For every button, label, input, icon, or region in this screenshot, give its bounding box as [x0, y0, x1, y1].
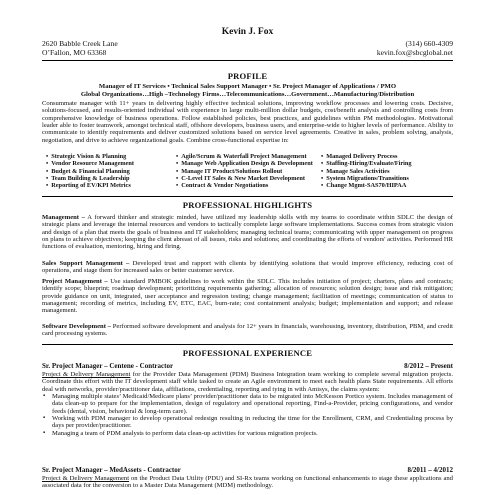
- highlights-title: PROFESSIONAL HIGHLIGHTS: [182, 200, 313, 210]
- highlight-software: [42, 323, 453, 338]
- phone-number: (314) 660-4309: [405, 39, 453, 48]
- address-line-2: O’Fallon, MO 63368: [42, 48, 107, 57]
- email-address[interactable]: kevin.fox@sbcglobal.net: [376, 48, 453, 57]
- highlight-sales-text: Developed trust and rapport with clients by identifying solutions that would improve efficiency, reducing cost of operations, and stage them for increased sales or better customer service.: [42, 260, 454, 275]
- skill-item: • Managed Delivery Process: [321, 153, 412, 160]
- skill-item: • Manage Web Application Design & Development: [176, 160, 313, 167]
- highlight-management: [42, 214, 453, 251]
- job-1-description: [42, 371, 453, 437]
- job-2-description: [42, 475, 453, 490]
- candidate-name: Kevin J. Fox: [221, 27, 274, 37]
- skills-column-3: [321, 153, 412, 189]
- highlight-management-label: Management –: [42, 214, 85, 221]
- job-1-heading: [42, 362, 453, 370]
- profile-title: PROFILE: [227, 71, 268, 81]
- job-1-intro-link: Project & Delivery Management: [42, 371, 131, 378]
- profile-rule: [42, 196, 453, 197]
- skill-item: • Budget & Financial Planning: [46, 168, 134, 175]
- skill-item: • Contract & Vendor Negotiations: [176, 182, 313, 189]
- job-2-heading: [42, 466, 453, 474]
- job-2-intro-link: Project & Delivery Management: [42, 475, 130, 482]
- job-1-intro-text: for the Provider Data Management (PDM) Business Integration team working to complete several migration projects. Coordinate this effort with the IT development staff while tasked to create an Agile environment to meet each health plans State requirements. All efforts deal with networks, provider/practitioner data, affiliations, credentialing, reporting and tying in with Amisys, the claims system:: [42, 371, 453, 393]
- job-2-intro-text: on the Product Data Utility (PDU) and SI-Rx teams working on functional enhancements to stage these applications and associated data for the conversion to a Master Data Management (MDM) methodology.: [42, 475, 453, 490]
- profile-summary: Consummate manager with 11+ years in delivering highly effective technical solutions, improving workflow processes and lowering costs. Decisive, solutions-focused, and results-oriented individual with experience in large multi-million dollar budgets, cost/benefit analysis and controlling costs from comprehensive knowledge of business operations. Follow established policies, best practices, and guidelines within PM methodologies. Motivational leader able to foster teamwork, amongst technical staff, offshore developers, business users, and enterprise-wide to higher levels of performance. Ability to communicate to identify requirements and deliver customized solutions based on service level agreements. Creative in sales, problem solving, analysis, negotiation, and drive to achieve organizational goals. Combine cross-functional expertise in:: [42, 100, 453, 144]
- job-1-dates: 8/2012 – Present: [404, 362, 453, 370]
- highlights-rule: [42, 344, 453, 345]
- skill-item: • Strategic Vision & Planning: [46, 153, 134, 160]
- skill-item: • Reporting of EV/KPI Metrics: [46, 182, 134, 189]
- skill-item: • System Migrations/Transitions: [321, 175, 412, 182]
- highlight-project-text: Use standard PMBOK guidelines to work within the SDLC. This includes initiation of project; charters, plans and contracts; identify scope; blueprint; roadmap development; prioritizing requirements gathering; allocation of resources; solution design; issue and risk mitigation; provide guidance on unit, integrated, user acceptance and regression testing; change management; facilitation of meetings; communication of status to management; recording of metrics, including EV, ETC, EAC, burn-rate; cost containment analysis; budget; implementation and support; and release management.: [42, 278, 453, 315]
- highlight-sales: [42, 260, 453, 275]
- skill-item: • Vendor Resource Management: [46, 160, 134, 167]
- list-item: ▪ Managing a team of PDM analysts to perform data clean-up activities for various migration projects.: [52, 430, 453, 437]
- list-item: ▪ Working with PDM manager to develop operational redesign resulting in reducing the time for the Enrollment, CRM, and Credentialing process by days per provider/practitioner.: [52, 415, 453, 430]
- skill-item: • Team Building & Leadership: [46, 175, 134, 182]
- job-2-dates: 8/2011 – 4/2012: [407, 466, 453, 474]
- highlight-project-label: Project Management –: [42, 278, 108, 285]
- address-line-1: 2620 Babble Creek Lane: [42, 39, 118, 48]
- header-rule: [42, 60, 453, 61]
- job-2-title: Sr. Project Manager – MedAssets - Contractor: [42, 466, 181, 474]
- address: [42, 39, 118, 57]
- highlight-software-label: Software Development –: [42, 323, 111, 330]
- skill-item: • Manage IT Product/Solutions Rollout: [176, 168, 313, 175]
- profile-headline-1: Manager of IT Services • Technical Sales Support Manager • Sr. Project Manager of Applications / PMO: [98, 83, 397, 90]
- profile-headlines: [42, 83, 453, 98]
- highlight-project: [42, 278, 453, 315]
- list-item: ▪ Managing multiple states’ Medicaid/Medicare plans’ provider/practitioner data to be migrated into McKesson Portico system. Includes management of data clean-up to prepare for the implementation, design of regulatory and operational reporting, Find-a-Provider, pricing configurations, and vendor feeds (dental, vision, behavioral & long-term care).: [52, 393, 453, 415]
- highlight-software-text: Performed software development and analysis for 12+ years in financials, warehousing, inventory, distribution, PBM, and credit card processing systems.: [42, 323, 453, 338]
- profile-headline-2: Global Organizations…High –Technology Firms…Telecommunications…Government…Manufacturing/Distribution: [80, 90, 415, 98]
- highlight-sales-label: Sales Support Management –: [42, 260, 130, 267]
- job-1-intro: [42, 371, 453, 393]
- contact-info: [377, 39, 453, 57]
- skill-item: • Manage Sales Activities: [321, 168, 412, 175]
- skills-column-1: [46, 153, 134, 189]
- skills-column-2: [176, 153, 313, 189]
- skill-item: • C-Level IT Sales & New Market Development: [176, 175, 313, 182]
- highlight-management-text: A forward thinker and strategic minded, have utilized my leadership skills with my teams to coordinate within SDLC the design of strategic plans and leverage the internal resources and vendors to tactically complete large software implementations. Success comes from strategic vision and design of a plan that meets the goals of business and IT stakeholders; managing technical teams; communicating with upper management on progress on plans to achieve objectives; keeping the client abreast of all issues, risks and solutions; and coordinating the efforts of vendors' activities. Performed HR functions of evaluation, mentoring, hiring and firing.: [42, 214, 453, 251]
- skill-item: • Agile/Scrum & Waterfall Project Management: [176, 153, 313, 160]
- job-1-bullets: [42, 393, 453, 437]
- skill-item: • Staffing-Hiring/Evaluate/Firing: [321, 160, 412, 167]
- job-1-title: Sr. Project Manager – Centene - Contractor: [42, 362, 174, 370]
- experience-title: PROFESSIONAL EXPERIENCE: [182, 348, 313, 358]
- skill-item: • Change Mgmt-SAS70/HIPAA: [321, 182, 412, 189]
